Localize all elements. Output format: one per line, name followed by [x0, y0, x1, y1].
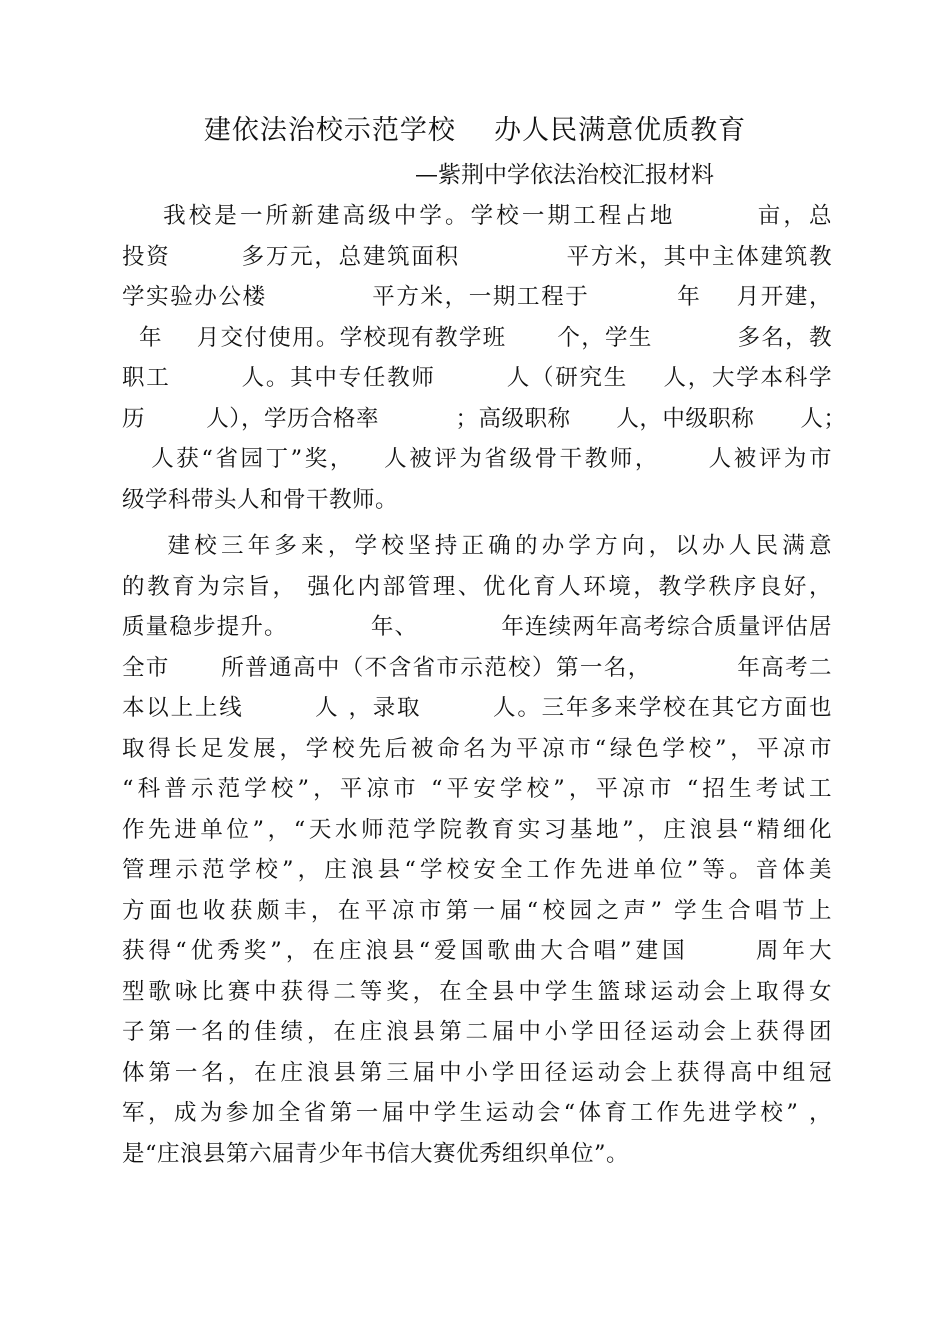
text-line: 本以上上线 人 ，录取 人。三年多来学校在其它方面也 [122, 695, 832, 721]
text-line: 管理示范学校”，庄浪县“学校安全工作先进单位”等。音体美 [122, 857, 832, 883]
text-line: 作先进单位”，“天水师范学院教育实习基地”，庄浪县“精细化 [122, 816, 832, 843]
text-line: 军，成为参加全省第一届中学生运动会“体育工作先进学校” ， [122, 1100, 832, 1126]
document-subtitle: —紫荆中学依法治校汇报材料 [415, 162, 714, 188]
text-line: 年 月交付使用。学校现有教学班 个，学生 多名，教 [122, 324, 832, 351]
text-line: 的教育为宗旨， 强化内部管理、优化育人环境，教学秩序良好， [122, 573, 832, 600]
text-line: 投资 多万元，总建筑面积 平方米，其中主体建筑教 [122, 243, 832, 270]
text-line: 是“庄浪县第六届青少年书信大赛优秀组织单位”。 [122, 1140, 630, 1167]
text-line: 建校三年多来，学校坚持正确的办学方向，以办人民满意 [122, 533, 832, 559]
text-line: 子第一名的佳绩，在庄浪县第二届中小学田径运动会上获得团 [122, 1019, 832, 1045]
text-line: 历 人），学历合格率 ；高级职称 人，中级职称 人； [122, 405, 847, 432]
text-line: “科普示范学校”，平凉市 “平安学校”，平凉市 “招生考试工 [122, 776, 832, 802]
paragraph-1 [122, 196, 847, 520]
text-line: 质量稳步提升。 年、 年连续两年高考综合质量评估居 [122, 614, 832, 640]
text-line: 学实验办公楼 平方米，一期工程于 年 月开建， [122, 284, 832, 310]
document-body [122, 196, 847, 1174]
text-line: 职工 人。其中专任教师 人（研究生 人，大学本科学 [122, 365, 832, 391]
text-line: 型歌咏比赛中获得二等奖，在全县中学生篮球运动会上取得女 [122, 978, 832, 1005]
text-line: 人获“省园丁”奖， 人被评为省级骨干教师， 人被评为市 [122, 446, 832, 472]
text-line: 取得长足发展，学校先后被命名为平凉市“绿色学校”，平凉市 [122, 735, 832, 762]
text-line: 方面也收获颇丰，在平凉市第一届“校园之声” 学生合唱节上 [122, 897, 832, 924]
text-line: 体第一名，在庄浪县第三届中小学田径运动会上获得高中组冠 [122, 1059, 832, 1086]
document-title: 建依法治校示范学校 办人民满意优质教育 [203, 115, 747, 146]
text-line: 获得“优秀奖”，在庄浪县“爱国歌曲大合唱”建国 周年大 [122, 938, 832, 964]
paragraph-2 [122, 526, 832, 1174]
text-line: 我校是一所新建高级中学。学校一期工程占地 亩，总 [122, 203, 832, 229]
text-line: 级学科带头人和骨干教师。 [122, 486, 399, 513]
text-line: 全市 所普通高中（不含省市示范校）第一名， 年高考二 [122, 654, 832, 681]
